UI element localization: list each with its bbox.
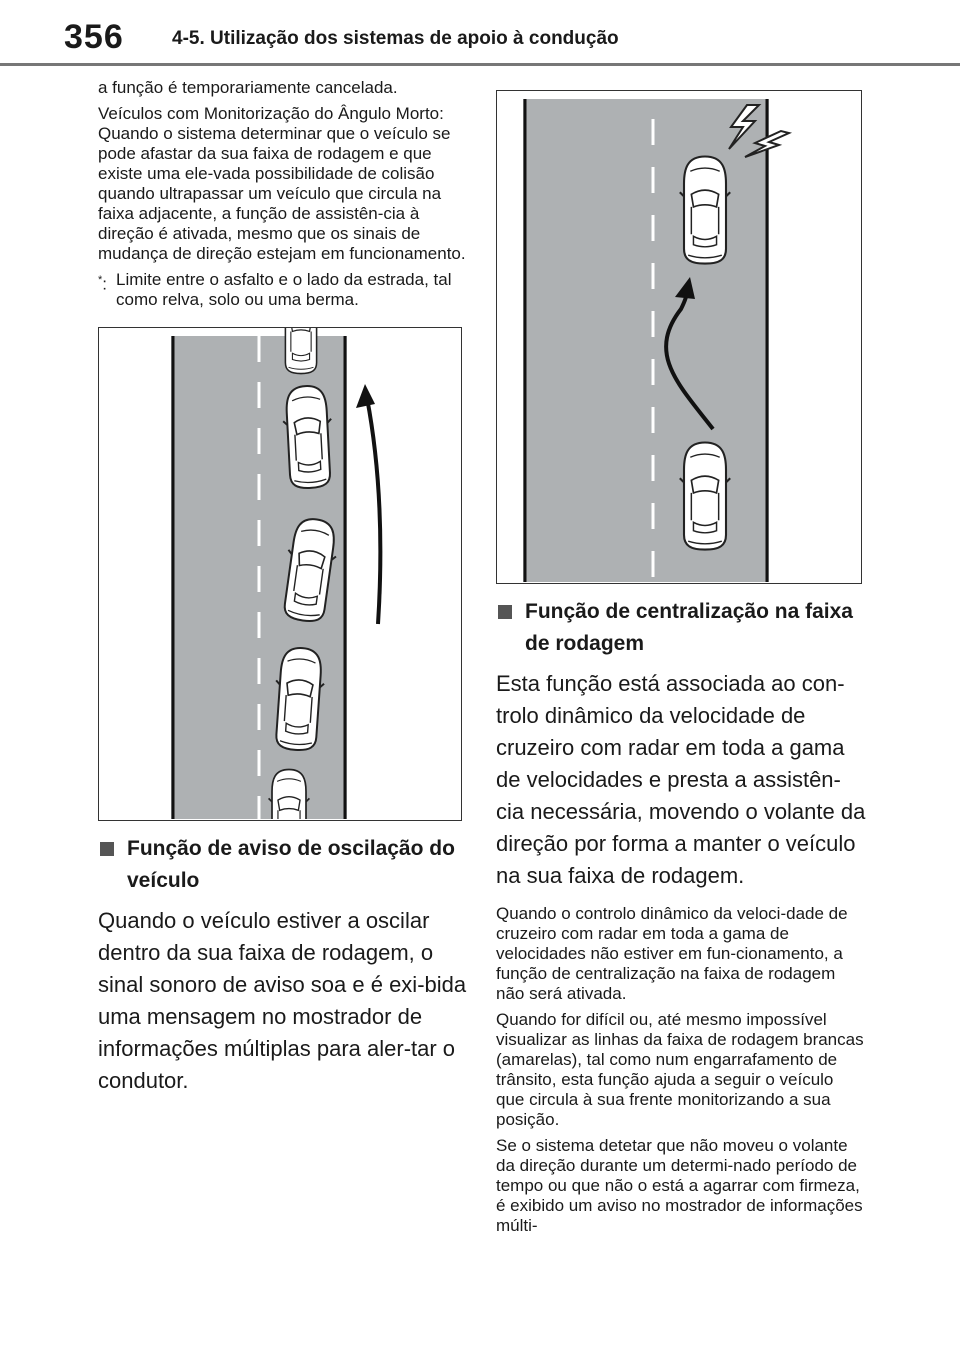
lane-centering-para-2: Quando for difícil ou, até mesmo impossível visualizar as linhas da faixa de rodagem brancas (amarelas), tal como num engarrafamento de trânsito, esta função ajuda a seguir o veículo que circula à sua frente monitorizando a sua posição. bbox=[496, 1010, 864, 1129]
lane-change-illustration bbox=[496, 90, 862, 584]
blind-spot-paragraph: Veículos com Monitorização do Ângulo Morto: Quando o sistema determinar que o veículo se pode afastar da sua faixa de rodagem e que existe uma ele-vada possibilidade de colisão quando ultrapassar um veículo que circula na faixa adjacente, a função de assistên-cia à direção é ativada, mesmo que os sinais de mudança de direção estejam em funcionamento. bbox=[98, 104, 466, 263]
lane-centering-para-1: Quando o controlo dinâmico da veloci-dade de cruzeiro com radar em toda a gama de velocidades não estiver em fun-cionamento, a função de centralização na faixa de rodagem não será ativada. bbox=[496, 904, 848, 1003]
lane-centering-subheading bbox=[496, 596, 866, 660]
lane-sway-diagram bbox=[99, 328, 460, 819]
lane-centering-body: Esta função está associada ao con-trolo dinâmico da velocidade de cruzeiro com radar em toda a gama de velocidades e presta a assistên-cia necessária, movendo o volante da direção por forma a manter o veículo na sua faixa de rodagem. bbox=[496, 671, 866, 888]
page-header bbox=[0, 0, 960, 70]
continuation-line: a função é temporariamente cancelada. bbox=[98, 78, 398, 97]
lane-sway-illustration bbox=[98, 327, 462, 821]
left-column bbox=[98, 78, 468, 1097]
footnote-text: Limite entre o asfalto e o lado da estrada, tal como relva, solo ou uma berma. bbox=[116, 270, 452, 309]
lane-centering-title: Função de centralização na faixa de rodagem bbox=[525, 600, 853, 655]
footnote-asterisk: * bbox=[98, 274, 103, 286]
lane-centering-para-3: Se o sistema detetar que não moveu o volante da direção durante um determi-nado período de tempo ou que não o está a agarrar com firmeza, é exibido um aviso no mostrador de informações múlti- bbox=[496, 1136, 863, 1235]
section-title: 4-5. Utilização dos sistemas de apoio à condução bbox=[172, 28, 619, 49]
sway-warning-body: Quando o veículo estiver a oscilar dentro da sua faixa de rodagem, o sinal sonoro de aviso soa e é exi-bida uma mensagem no mostrador de informações múltiplas para aler-tar o condutor. bbox=[98, 908, 467, 1093]
right-column bbox=[496, 90, 866, 1242]
footnote bbox=[98, 270, 468, 310]
square-bullet-icon bbox=[100, 842, 114, 856]
lane-change-diagram bbox=[497, 91, 860, 582]
header-divider bbox=[0, 63, 960, 66]
footnote-mark: *: bbox=[98, 274, 108, 294]
square-bullet-icon bbox=[498, 605, 512, 619]
sway-warning-subheading bbox=[98, 833, 468, 897]
page-number: 356 bbox=[64, 18, 124, 56]
sway-warning-title: Função de aviso de oscilação do veículo bbox=[127, 837, 455, 892]
